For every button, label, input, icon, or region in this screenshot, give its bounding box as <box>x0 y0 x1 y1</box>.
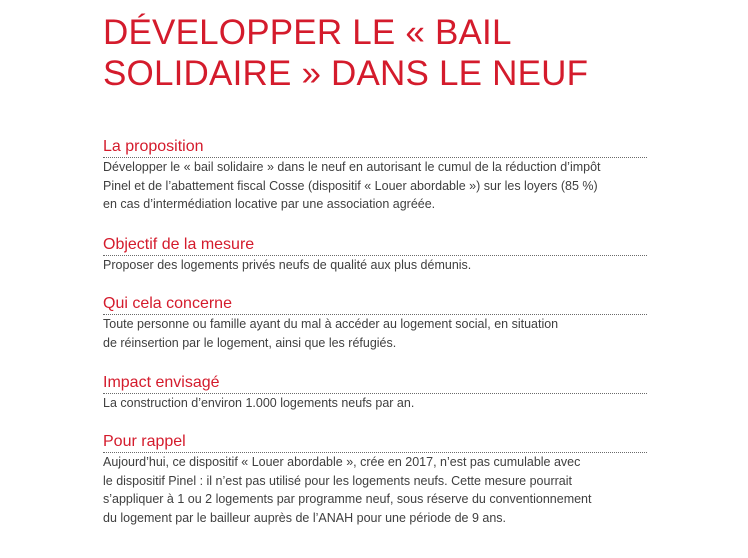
body-line: Aujourd’hui, ce dispositif « Louer abordable », crée en 2017, n’est pas cumulable avec <box>103 455 581 470</box>
body-line: de réinsertion par le logement, ainsi que les réfugiés. <box>103 335 397 350</box>
section-impact <box>103 373 647 413</box>
body-line: Pinel et de l’abattement fiscal Cosse (dispositif « Louer abordable ») sur les loyers (85 %) <box>103 178 598 193</box>
section-qui-cela-concerne <box>103 294 647 352</box>
body-line: s’appliquer à 1 ou 2 logements par programme neuf, sous réserve du conventionnement <box>103 492 592 507</box>
body-line: en cas d’intermédiation locative par une association agréée. <box>103 197 436 212</box>
section-body-pour-rappel <box>103 453 647 527</box>
page-title-line-2: SOLIDAIRE » DANS LE NEUF <box>103 54 589 93</box>
page-title-line-1: DÉVELOPPER LE « BAIL <box>103 13 512 52</box>
body-line: Proposer des logements privés neufs de qualité aux plus démunis. <box>103 257 472 272</box>
body-line: Développer le « bail solidaire » dans le neuf en autorisant le cumul de la réduction d’impôt <box>103 160 601 174</box>
body-line: La construction d’environ 1.000 logements neufs par an. <box>103 395 415 410</box>
section-heading-proposition: La proposition <box>103 137 647 158</box>
section-body-objectif <box>103 256 647 275</box>
section-body-impact <box>103 394 647 413</box>
section-heading-qui-cela-concerne: Qui cela concerne <box>103 294 647 315</box>
document-page <box>103 12 647 528</box>
section-proposition <box>103 137 647 214</box>
section-pour-rappel <box>103 432 647 527</box>
section-heading-objectif: Objectif de la mesure <box>103 235 647 256</box>
section-body-qui-cela-concerne <box>103 315 647 352</box>
body-line: Toute personne ou famille ayant du mal à accéder au logement social, en situation <box>103 317 559 332</box>
body-line: le dispositif Pinel : il n’est pas utilisé pour les logements neufs. Cette mesure pourrait <box>103 473 572 488</box>
section-heading-pour-rappel: Pour rappel <box>103 432 647 453</box>
page-title <box>103 12 647 94</box>
section-heading-impact: Impact envisagé <box>103 373 647 394</box>
section-objectif <box>103 235 647 275</box>
section-body-proposition <box>103 158 647 214</box>
body-line: du logement par le bailleur auprès de l’ANAH pour une période de 9 ans. <box>103 510 507 525</box>
